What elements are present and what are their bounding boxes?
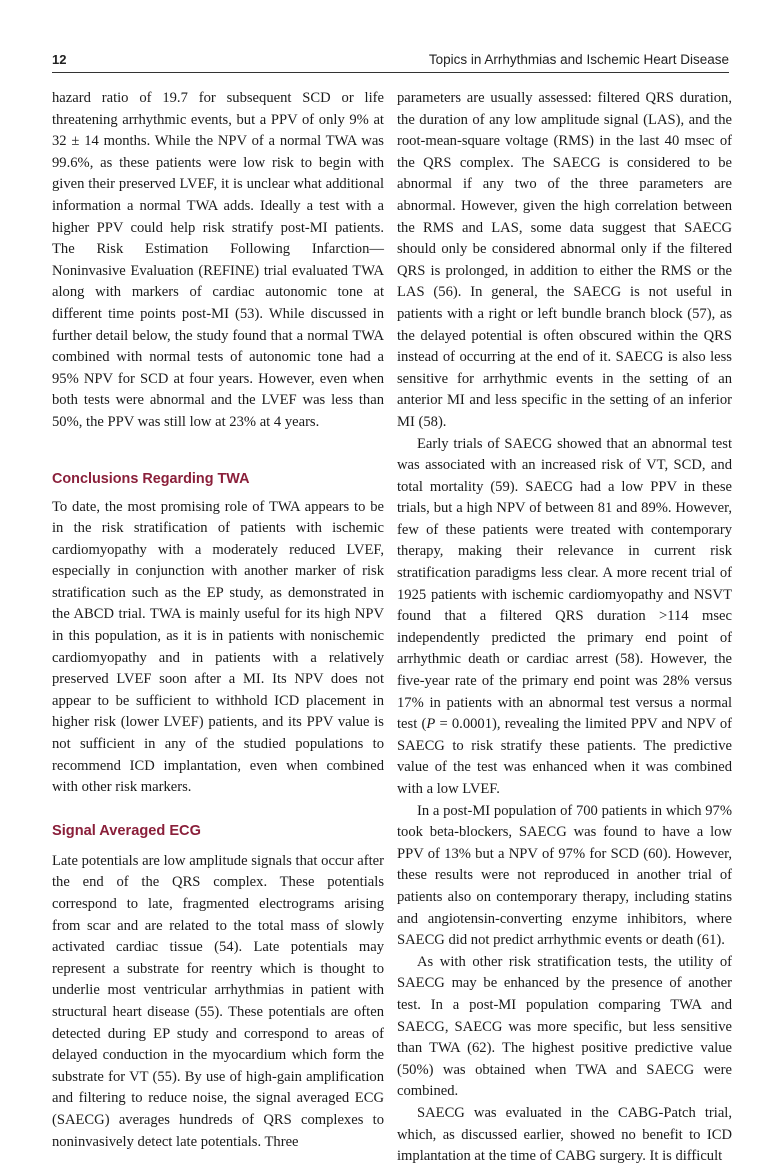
page-number: 12 [52, 52, 67, 67]
spacer [52, 799, 384, 821]
spacer [52, 842, 384, 851]
paragraph [397, 434, 732, 801]
left-column [52, 88, 384, 1153]
p-value-symbol: P [426, 716, 436, 733]
paragraph: hazard ratio of 19.7 for subsequent SCD or life threatening arrhythmic events, but a PPV of only 9% at 32 ± 14 months. While the NPV of a normal TWA was 99.6%, as these patients were low risk to begin with given their preserved LVEF, it is unclear what additional information a normal TWA adds. Ideally a test with a higher PPV could help risk stratify post-MI patients. The Risk Estimation Following Infarction—Noninvasive Evaluation (REFINE) trial evaluated TWA along with markers of cardiac autonomic tone at different time points post-MI (53). While discussed in further detail below, the study found that a normal TWA combined with normal tests of autonomic tone had a 95% NPV for SCD at four years. However, even when both tests were abnormal and the LVEF was less than 50%, the PPV was still low at 23% at 4 years. [52, 90, 384, 430]
paragraph-text: = 0.0001), revealing the limited PPV and NPV of SAECG to risk stratify these patients. The predictive value of the test was enhanced when it was combined with a low LVEF. [397, 716, 732, 797]
running-head: Topics in Arrhythmias and Ischemic Heart Disease [428, 52, 729, 67]
section-heading-saecg: Signal Averaged ECG [52, 822, 201, 839]
paragraph: Late potentials are low amplitude signals that occur after the end of the QRS complex. These potentials correspond to late, fragmented electrograms arising from scar and are related to the total mass of slowly activated cardiac tissue (54). Late potentials may represent a substrate for reentry which is thought to underlie most ventricular arrhythmias in patient with structural heart disease (55). These potentials are often detected during EP study and correspond to areas of delayed conduction in the myocardium which form the substrate for VT (55). By use of high-gain amplification and filtering to reduce noise, the signal averaged ECG (SAECG) averages hundreds of QRS complexes to noninvasively detect late potentials. Three [52, 852, 384, 1150]
paragraph: As with other risk stratification tests, the utility of SAECG may be enhanced by the presence of another test. In a post-MI population comparing TWA and SAECG, SAECG was more specific, but less sensitive than TWA (62). The highest positive predictive value (50%) was obtained when TWA and SAECG were combined. [397, 953, 732, 1100]
spacer [52, 490, 384, 497]
paragraph-text: Early trials of SAECG showed that an abnormal test was associated with an increased risk of VT, SCD, and total mortality (59). SAECG had a low PPV in these trials, but a high NPV of between 81 and 89%. However, few of these patients were treated with contemporary therapy, making their relevance in current risk stratification paradigms less clear. A more recent trial of 1925 patients with ischemic cardiomyopathy and NSVT found that a filtered QRS duration >114 msec independently predicted the primary end point of arrhythmic death or cardiac arrest (58). However, the five-year rate of the primary end point was 28% versus 17% in patients with an abnormal test versus a normal test ( [397, 435, 732, 733]
header-rule [52, 72, 729, 73]
paragraph: SAECG was evaluated in the CABG-Patch trial, which, as discussed earlier, showed no benefit to ICD implantation at the time of CABG surgery. It is difficult [397, 1104, 732, 1165]
paragraph: In a post-MI population of 700 patients in which 97% took beta-blockers, SAECG was found to have a low PPV of 13% but a NPV of 97% for SCD (60). However, these results were not reproduced in another trial of patients also on contemporary therapy, including statins and angiotensin-converting enzyme inhibitors, where SAECG did not predict arrhythmic events or death (61). [397, 802, 732, 949]
paragraph: parameters are usually assessed: filtered QRS duration, the duration of any low amplitude signal (LAS), and the root-mean-square voltage (RMS) in the last 40 msec of the QRS complex. The SAECG is considered to be abnormal if any two of the three parameters are abnormal. However, given the high correlation between the RMS and LAS, some data suggest that SAECG should only be considered abnormal only if the filtered QRS is prolonged, in addition to either the RMS or the LAS (56). In general, the SAECG is not useful in patients with a right or left bundle branch block (57), as the delayed potential is often obscured within the QRS instead of occurring at the end of it. SAECG is also less sensitive for arrhythmic events in the setting of an anterior MI and less specific in the setting of an inferior MI (58). [397, 90, 732, 430]
right-column [397, 88, 732, 1168]
paragraph: To date, the most promising role of TWA appears to be in the risk stratification of patients with ischemic cardiomyopathy with a moderately reduced LVEF, especially in conjunction with another marker of risk stratification such as the EP study, as demonstrated in the ABCD trial. TWA is mainly useful for its high NPV in this population, as it is in patients with nonischemic cardiomyopathy and in patients with a relatively preserved LVEF soon after a MI. Its NPV does not appear to be sufficient to withhold ICD placement in higher risk (lower LVEF) patients, and its PPV value is not sufficient in any of the studied populations to recommend ICD implantation, even when combined with other risk markers. [52, 498, 384, 796]
spacer [52, 434, 384, 469]
subheading-conclusions-twa: Conclusions Regarding TWA [52, 470, 250, 487]
